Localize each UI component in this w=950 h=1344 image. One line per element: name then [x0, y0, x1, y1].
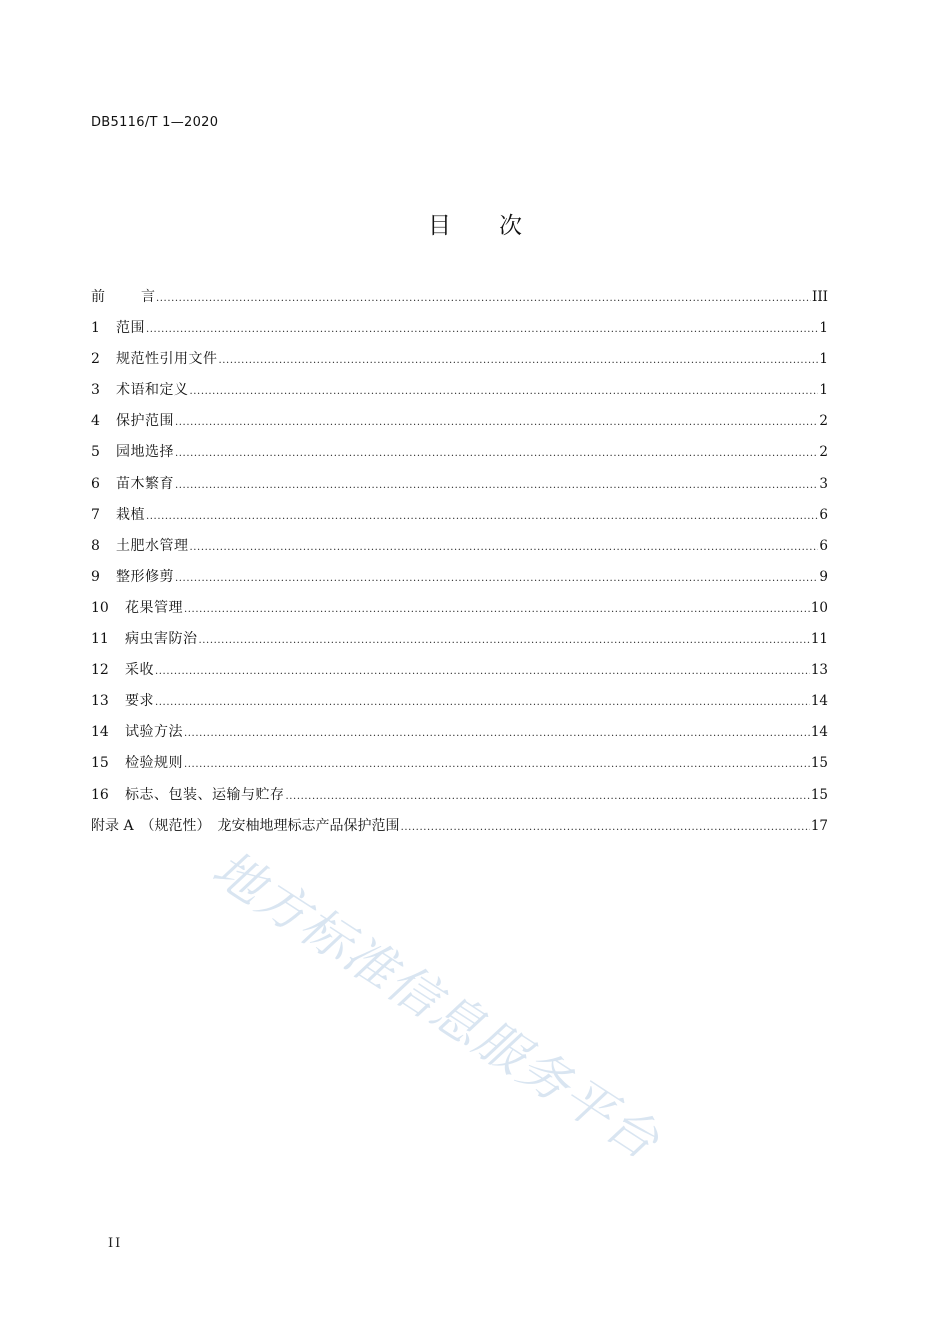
- toc-entry[interactable]: [91, 565, 828, 596]
- toc-leader-dots: [175, 567, 818, 591]
- toc-entry[interactable]: [91, 751, 828, 782]
- toc-leader-dots: [155, 660, 810, 684]
- toc-leader-dots: [219, 349, 819, 373]
- toc-entry-number: 11: [91, 631, 109, 648]
- toc-page-number: 6: [819, 537, 828, 554]
- toc-entry-label: 整形修剪: [116, 568, 174, 585]
- toc-leader-dots: [175, 442, 818, 466]
- toc-page-number: 14: [810, 724, 828, 741]
- toc-entry-label: 前 言: [91, 289, 155, 305]
- toc-page-number: 14: [810, 693, 828, 710]
- toc-entry-label: 附录 A （规范性） 龙安柚地理标志产品保护范围: [91, 817, 400, 834]
- page-number: II: [108, 1236, 123, 1251]
- toc-entry-number: 3: [91, 382, 100, 399]
- toc-entry[interactable]: [91, 472, 828, 503]
- toc-entry-number: 13: [91, 693, 109, 710]
- toc-leader-dots: [401, 816, 810, 840]
- toc-entry-label: 规范性引用文件: [116, 351, 218, 368]
- toc-entry-label: 栽植: [116, 506, 145, 523]
- toc-page-number: 11: [810, 631, 828, 648]
- toc-leader-dots: [184, 722, 810, 746]
- toc-entry-number: 16: [91, 786, 109, 803]
- toc-entry-label: 试验方法: [125, 724, 183, 741]
- toc-entry-number: 7: [91, 506, 100, 523]
- toc-leader-dots: [155, 691, 810, 715]
- toc-entry-label: 苗木繁育: [116, 475, 174, 492]
- toc-entry[interactable]: [91, 316, 828, 347]
- toc-leader-dots: [190, 536, 819, 560]
- toc-entry-label: 检验规则: [125, 755, 183, 772]
- toc-entry-preface[interactable]: [91, 285, 828, 316]
- toc-entry-label: 标志、包装、运输与贮存: [125, 786, 285, 803]
- toc-entry[interactable]: [91, 440, 828, 471]
- toc-leader-dots: [175, 411, 818, 435]
- toc-entry[interactable]: [91, 720, 828, 751]
- table-of-contents: [91, 285, 828, 845]
- toc-leader-dots: [156, 287, 811, 311]
- toc-leader-dots: [199, 629, 810, 653]
- toc-entry-appendix-a[interactable]: [91, 814, 828, 845]
- toc-entry-label: 范围: [116, 320, 145, 337]
- toc-page-number: 13: [810, 662, 828, 679]
- watermark: 地方标准信息服务平台: [202, 839, 671, 1172]
- toc-entry-label: 术语和定义: [116, 382, 189, 399]
- toc-page-number: 10: [810, 599, 828, 616]
- toc-page-number: 9: [819, 568, 828, 585]
- toc-entry-number: 2: [91, 351, 100, 368]
- toc-entry-number: 5: [91, 444, 100, 461]
- toc-entry-number: 12: [91, 662, 109, 679]
- toc-page-number: 17: [810, 817, 828, 834]
- toc-page-number: 2: [819, 444, 828, 461]
- toc-entry[interactable]: [91, 534, 828, 565]
- toc-page-number: 2: [819, 413, 828, 430]
- toc-entry-label: 园地选择: [116, 444, 174, 461]
- toc-entry-number: 14: [91, 724, 109, 741]
- toc-leader-dots: [146, 505, 818, 529]
- toc-leader-dots: [184, 598, 810, 622]
- toc-entry-label: 病虫害防治: [125, 631, 198, 648]
- document-code: DB5116/T 1—2020: [91, 115, 219, 130]
- toc-leader-dots: [175, 474, 818, 498]
- toc-page-number: 15: [810, 786, 828, 803]
- toc-entry-label: 要求: [125, 693, 154, 710]
- toc-entry-number: 1: [91, 320, 100, 337]
- toc-entry-number: 9: [91, 568, 100, 585]
- toc-entry-label: 土肥水管理: [116, 537, 189, 554]
- toc-page-number: 15: [810, 755, 828, 772]
- toc-page-number: III: [812, 289, 828, 305]
- toc-entry[interactable]: [91, 347, 828, 378]
- toc-leader-dots: [184, 753, 810, 777]
- toc-entry-number: 6: [91, 475, 100, 492]
- toc-leader-dots: [190, 380, 819, 404]
- toc-leader-dots: [286, 785, 810, 809]
- toc-entry-label: 采收: [125, 662, 154, 679]
- toc-entry-number: 15: [91, 755, 109, 772]
- toc-entry[interactable]: [91, 658, 828, 689]
- toc-entry-number: 4: [91, 413, 100, 430]
- toc-entry[interactable]: [91, 409, 828, 440]
- toc-entry-label: 花果管理: [125, 599, 183, 616]
- toc-entry[interactable]: [91, 627, 828, 658]
- toc-entry[interactable]: [91, 783, 828, 814]
- toc-entry-label: 保护范围: [116, 413, 174, 430]
- toc-entry-number: 10: [91, 599, 109, 616]
- toc-entry[interactable]: [91, 503, 828, 534]
- toc-entry[interactable]: [91, 378, 828, 409]
- toc-entry[interactable]: [91, 689, 828, 720]
- title-char-2: 次: [499, 213, 522, 239]
- toc-page-number: 3: [819, 475, 828, 492]
- toc-page-number: 6: [819, 506, 828, 523]
- toc-page-number: 1: [819, 351, 828, 368]
- page-title: [0, 207, 950, 240]
- toc-leader-dots: [146, 318, 818, 342]
- title-char-1: 目: [428, 213, 451, 239]
- toc-entry-number: 8: [91, 537, 100, 554]
- toc-page-number: 1: [819, 320, 828, 337]
- toc-page-number: 1: [819, 382, 828, 399]
- toc-entry[interactable]: [91, 596, 828, 627]
